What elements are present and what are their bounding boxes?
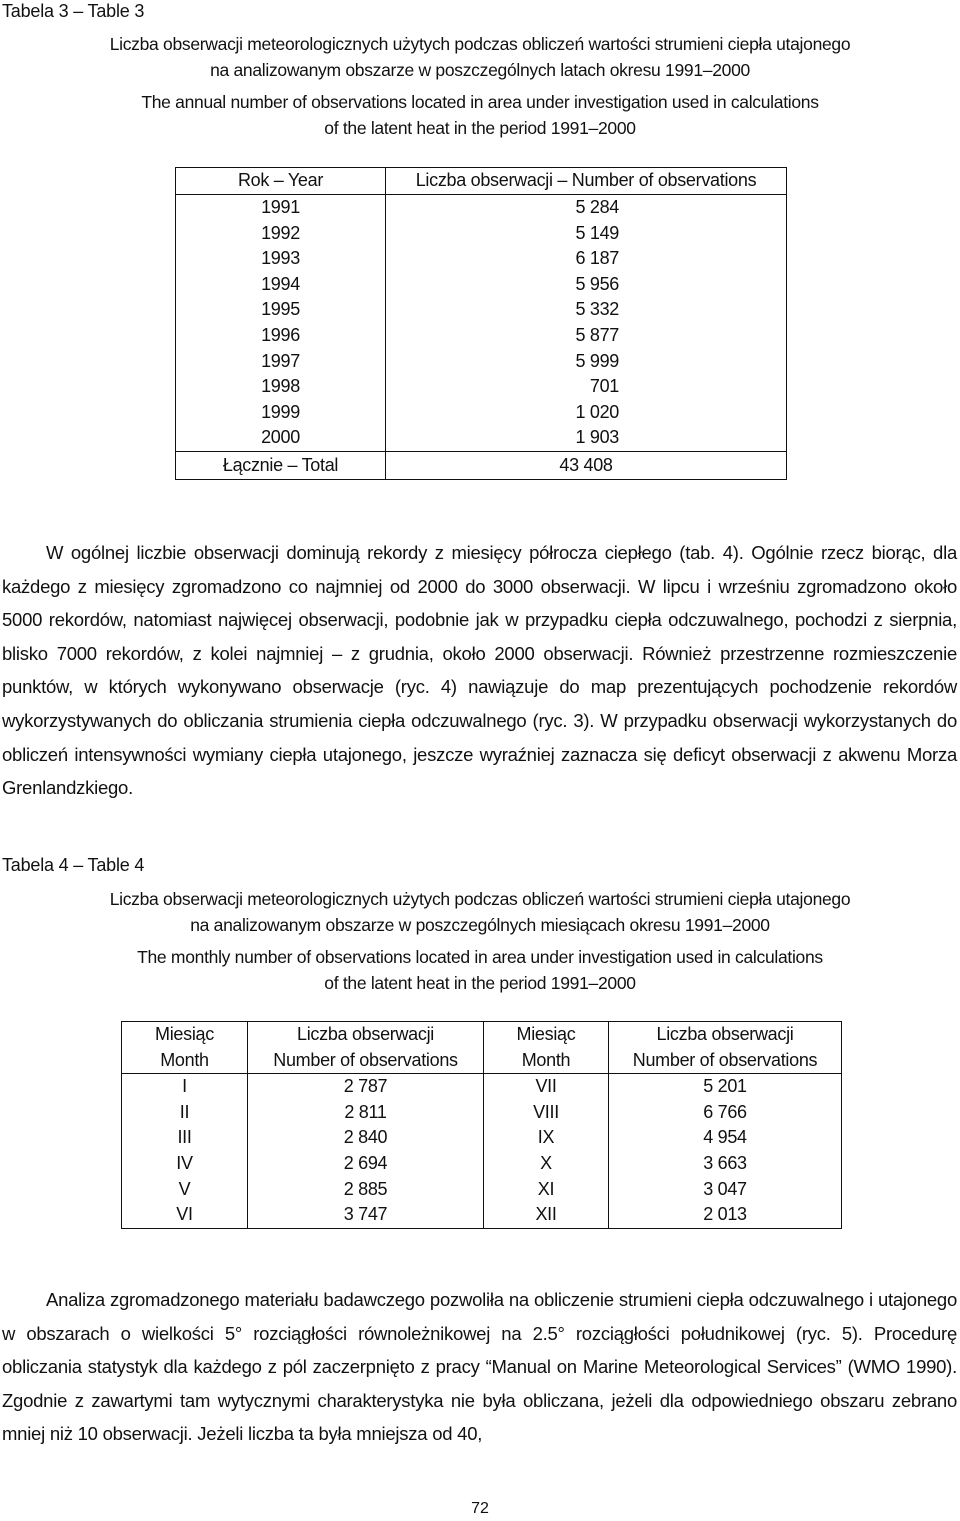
- table3-total-row: [176, 451, 787, 479]
- table-row: [176, 400, 787, 426]
- table4-caption-pl-line1: Liczba obserwacji meteorologicznych użytych podczas obliczeń wartości strumieni ciepła utajonego: [109, 889, 851, 909]
- table4-caption-pl-line2: na analizowanym obszarze w poszczególnych miesiącach okresu 1991–2000: [190, 915, 770, 935]
- count-cell: 2 811: [248, 1100, 484, 1126]
- table4-caption-en-line2: of the latent heat in the period 1991–2000: [324, 973, 636, 993]
- count-cell: 6 766: [609, 1100, 842, 1126]
- month-cell: VI: [176, 1204, 193, 1225]
- count-cell: 701: [589, 376, 619, 397]
- month-cell: I: [182, 1076, 187, 1097]
- body-paragraph-2: [2, 1283, 957, 1451]
- table3: [175, 167, 787, 480]
- count-cell: 2 885: [248, 1177, 484, 1203]
- month-cell: IV: [176, 1152, 193, 1173]
- header-month-1: [122, 1022, 248, 1074]
- table3-header-count: Liczba obserwacji – Number of observations: [386, 168, 787, 195]
- month-cell: VIII: [484, 1100, 609, 1126]
- table-row: [176, 246, 787, 272]
- table-row: [176, 374, 787, 400]
- count-cell: 2 787: [248, 1074, 484, 1100]
- month-cell: VII: [484, 1074, 609, 1100]
- count-cell: 2 013: [609, 1202, 842, 1228]
- year-cell: 1991: [261, 197, 300, 217]
- month-cell: II: [179, 1101, 190, 1122]
- count-cell: 5 877: [575, 324, 619, 345]
- header-month-pl: Miesiąc: [155, 1024, 214, 1044]
- paragraph-text: W ogólnej liczbie obserwacji dominują rekordy z miesięcy półrocza ciepłego (tab. 4). Ogólnie rzecz biorąc, dla każdego z miesięcy zgromadzono co najmniej od 2000 do 3000 obserwacji. W lipcu i wrześniu zgromadzono około 5000 rekordów, natomiast najwięcej obserwacji, podobnie jak w przypadku ciepła odczuwalnego, pochodzi z sierpnia, blisko 7000 rekordów, z kolei najmniej – z grudnia, około 2000 obserwacji. Również przestrzenne rozmieszczenie punktów, w których wykonywano obserwacje (ryc. 4) nawiązuje do map prezentujących pochodzenie rekordów wykorzystywanych do obliczania strumienia ciepła odczuwalnego (ryc. 3). W przypadku obserwacji wykorzystanych do obliczeń intensywności wymiany ciepła utajonego, jeszcze wyraźniej zaznacza się deficyt obserwacji z akwenu Morza Grenlandzkiego.: [2, 542, 957, 799]
- table-row: [122, 1125, 842, 1151]
- header-count-2: [609, 1022, 842, 1074]
- year-cell: 1999: [261, 401, 300, 422]
- table-row: [176, 349, 787, 375]
- month-cell: III: [177, 1127, 192, 1148]
- header-count-en: Number of observations: [632, 1049, 818, 1070]
- count-cell: 5 999: [575, 350, 619, 371]
- table-row: [176, 297, 787, 323]
- table-row: [176, 195, 787, 221]
- table4-caption-en-line1: The monthly number of observations located in area under investigation used in calculations: [137, 947, 823, 967]
- header-month-en: Month: [521, 1049, 571, 1070]
- paragraph-text: Analiza zgromadzonego materiału badawczego pozwoliła na obliczenie strumieni ciepła odczuwalnego i utajonego w obszarach o wielkości 5° rozciągłości równoleżnikowej na 2.5° rozciągłości południkowej (ryc. 5). Procedurę obliczania statystyk dla każdego z pól zaczerpnięto z pracy “Manual on Marine Meteorological Services” (WMO 1990). Zgodnie z zawartymi tam wytycznymi charakterystyka nie była obliczana, jeżeli dla odpowiedniego obszaru zebrano mniej niż 10 obserwacji. Jeżeli liczba ta była mniejsza od 40,: [2, 1289, 957, 1445]
- header-month-en: Month: [160, 1049, 209, 1070]
- count-cell: 1 903: [575, 427, 619, 448]
- year-cell: 1992: [261, 222, 300, 243]
- month-cell: V: [178, 1178, 191, 1199]
- table3-caption-en-line2: of the latent heat in the period 1991–2000: [324, 118, 636, 138]
- year-cell: 1998: [261, 376, 300, 397]
- month-cell: X: [484, 1151, 609, 1177]
- table3-label: Tabela 3 – Table 3: [2, 1, 145, 21]
- count-cell: 1 020: [575, 401, 619, 422]
- table-row: [176, 425, 787, 451]
- year-cell: 1995: [261, 299, 300, 320]
- table3-caption-en-line1: The annual number of observations located in area under investigation used in calculations: [141, 92, 819, 112]
- table3-caption-pl-line2: na analizowanym obszarze w poszczególnych latach okresu 1991–2000: [210, 60, 750, 80]
- count-cell: 5 332: [575, 299, 619, 320]
- header-count-pl: Liczba obserwacji: [297, 1024, 434, 1044]
- table-row: [176, 272, 787, 298]
- count-cell: 5 956: [575, 273, 619, 294]
- page-number: 72: [471, 1500, 489, 1517]
- count-cell: 2 694: [248, 1151, 484, 1177]
- count-cell: 2 840: [248, 1125, 484, 1151]
- count-cell: 6 187: [575, 248, 619, 269]
- table-row: [122, 1151, 842, 1177]
- month-cell: XII: [484, 1202, 609, 1228]
- header-month-2: [484, 1022, 609, 1074]
- count-cell: 3 047: [609, 1177, 842, 1203]
- count-cell: 5 284: [575, 197, 619, 217]
- year-cell: 1994: [261, 273, 300, 294]
- body-paragraph-1: [2, 536, 957, 805]
- table4: [121, 1021, 842, 1229]
- count-cell: 5 149: [575, 222, 619, 243]
- count-cell: 5 201: [609, 1074, 842, 1100]
- year-cell: 1997: [261, 350, 300, 371]
- year-cell: 1993: [261, 248, 300, 269]
- count-cell: 4 954: [609, 1125, 842, 1151]
- table3-header-year: Rok – Year: [176, 168, 386, 195]
- header-count-1: [248, 1022, 484, 1074]
- count-cell: 3 747: [248, 1202, 484, 1228]
- table-row: [122, 1177, 842, 1203]
- table-row: [122, 1202, 842, 1228]
- table-row: [176, 221, 787, 247]
- year-cell: 2000: [261, 427, 300, 448]
- table4-header-row: [122, 1022, 842, 1074]
- table3-caption-pl-line1: Liczba obserwacji meteorologicznych użytych podczas obliczeń wartości strumieni ciepła utajonego: [109, 34, 851, 54]
- total-count: 43 408: [386, 451, 787, 479]
- header-count-en: Number of observations: [273, 1049, 458, 1070]
- table-row: [176, 323, 787, 349]
- table-row: [122, 1074, 842, 1100]
- month-cell: XI: [484, 1177, 609, 1203]
- year-cell: 1996: [261, 324, 300, 345]
- header-month-pl: Miesiąc: [516, 1024, 576, 1044]
- count-cell: 3 663: [609, 1151, 842, 1177]
- month-cell: IX: [484, 1125, 609, 1151]
- table3-header-row: [176, 168, 787, 195]
- header-count-pl: Liczba obserwacji: [656, 1024, 794, 1044]
- table-row: [122, 1100, 842, 1126]
- table4-label: Tabela 4 – Table 4: [2, 855, 145, 875]
- total-label: Łącznie – Total: [176, 451, 386, 479]
